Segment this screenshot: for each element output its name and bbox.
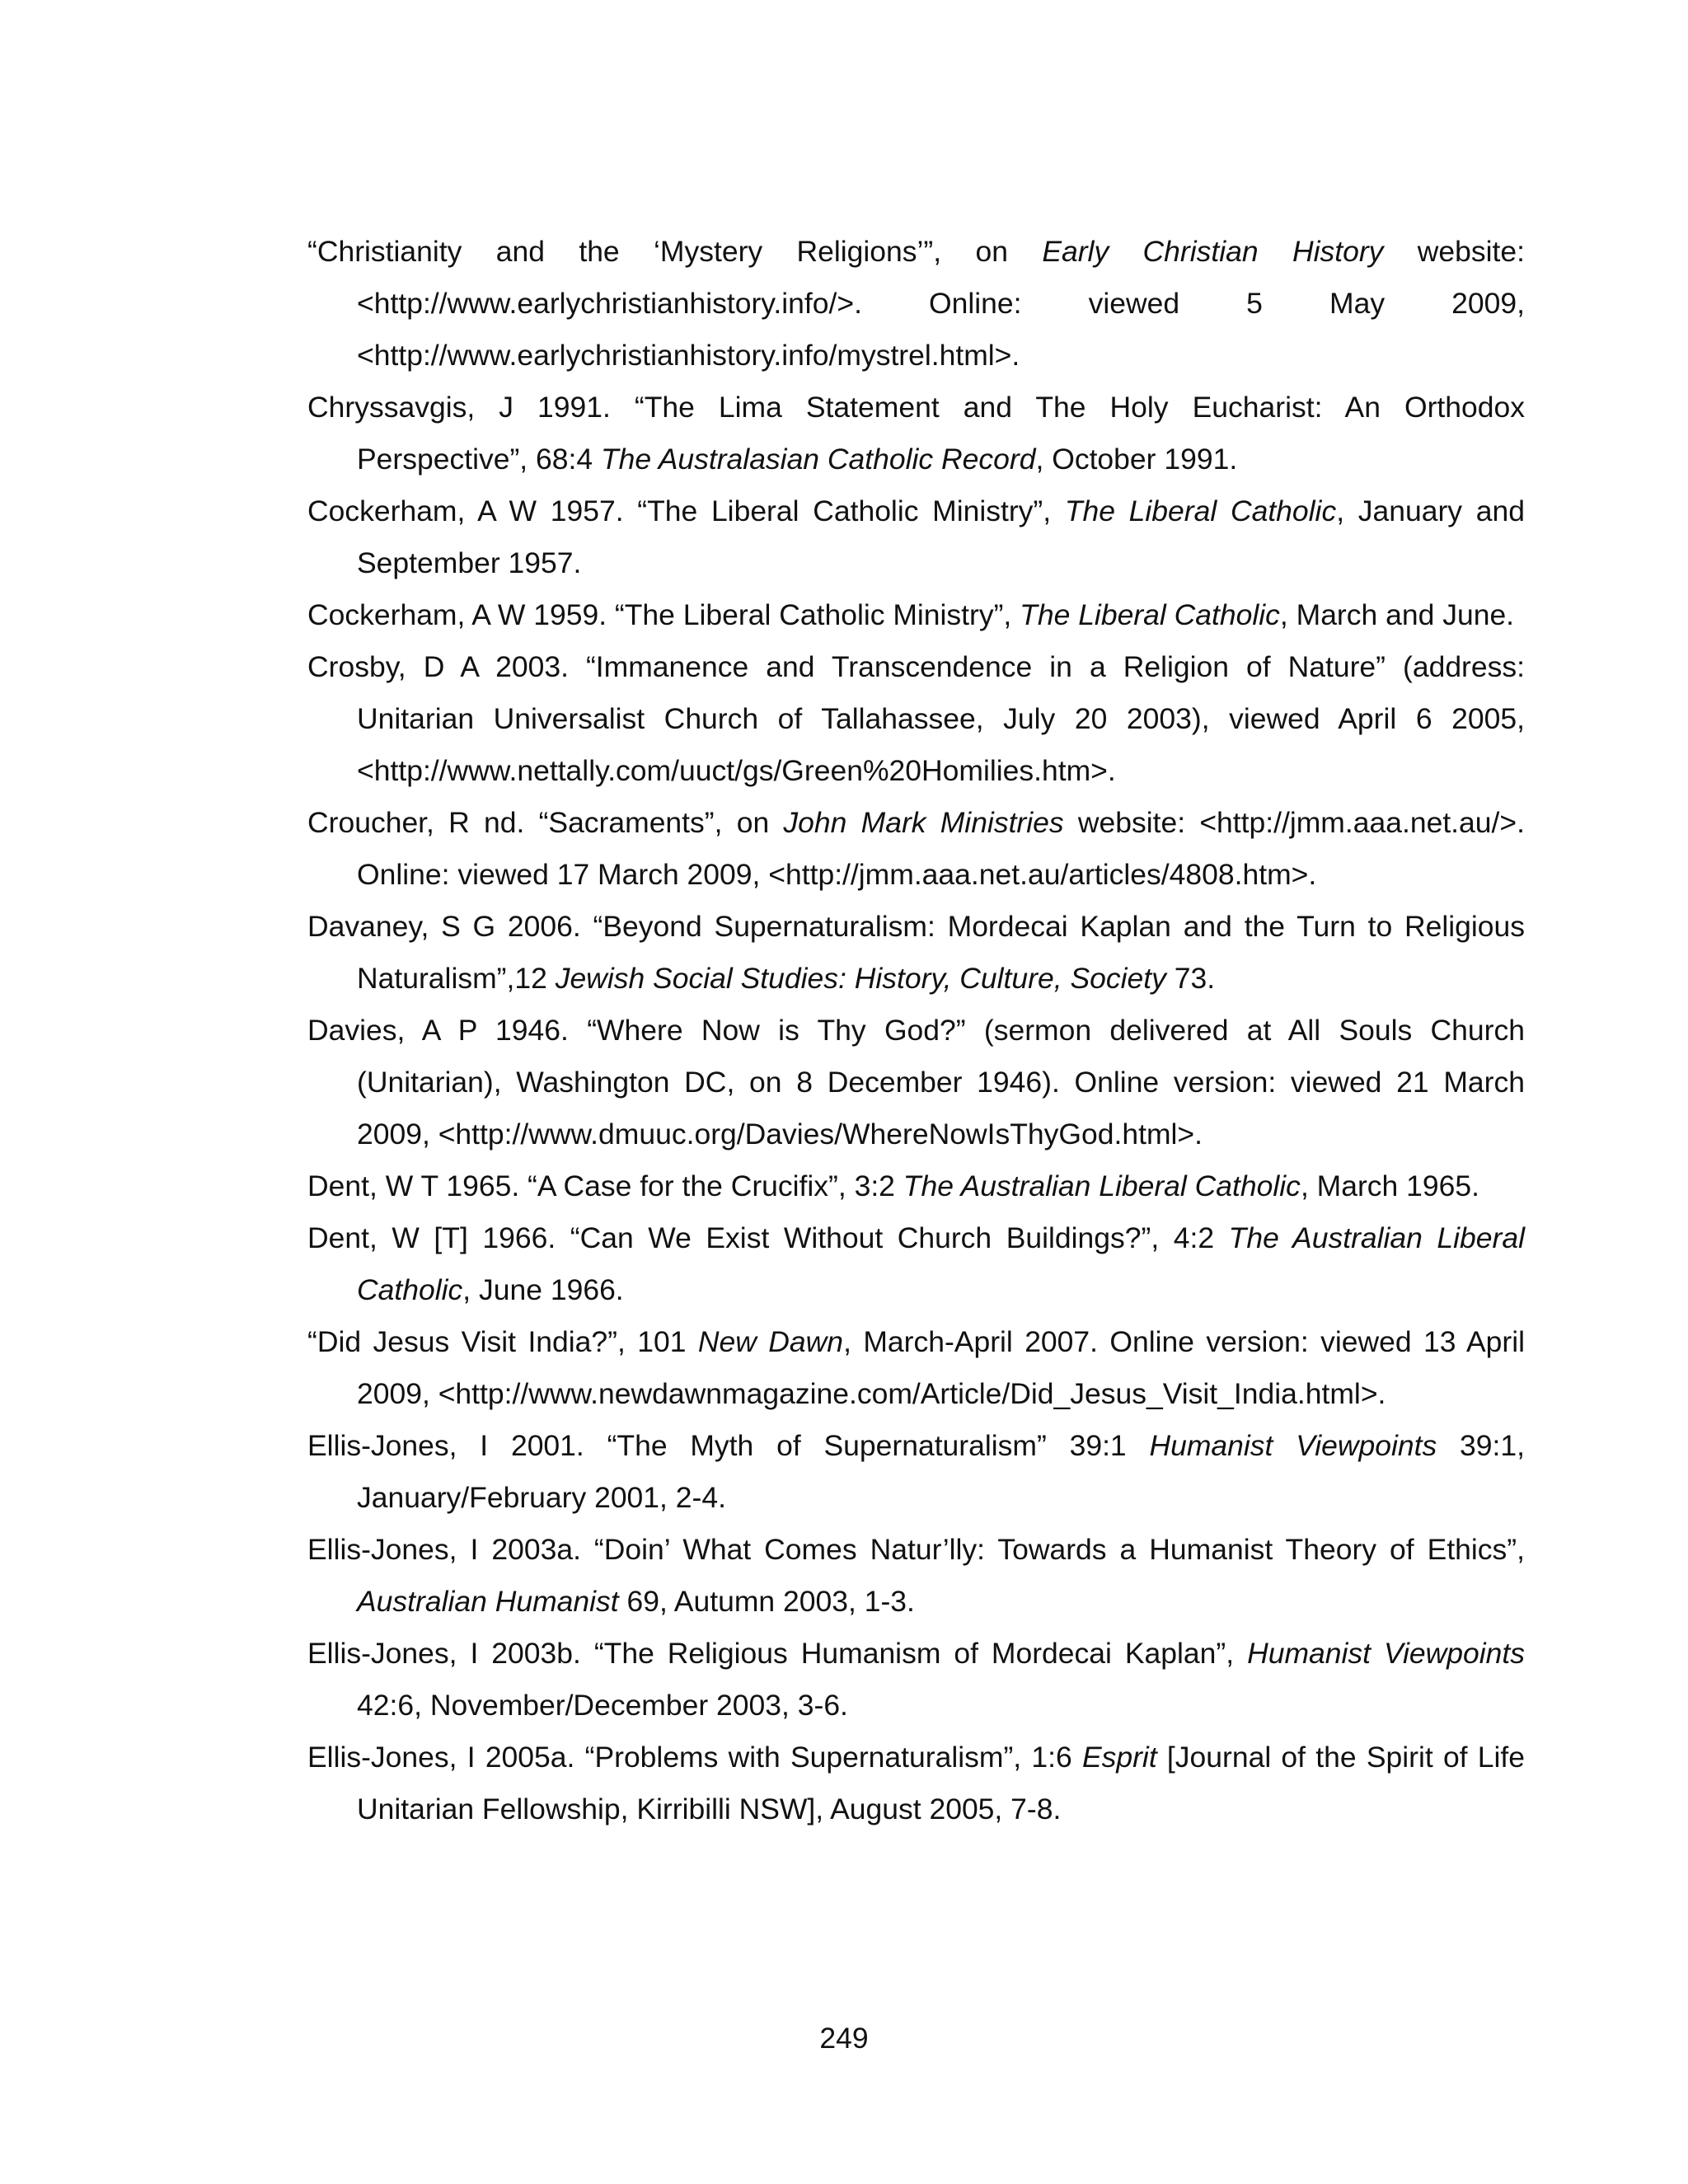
reference-entry: [307, 641, 1525, 797]
reference-text: , January and September 1957.: [357, 494, 1525, 579]
reference-entry: [307, 382, 1525, 485]
reference-text: Cockerham, A W 1959. “The Liberal Catholic Ministry”,: [307, 598, 1020, 631]
reference-text: 42:6, November/December 2003, 3-6.: [357, 1689, 848, 1722]
reference-title-italic: Jewish Social Studies: History, Culture, Society: [555, 962, 1166, 995]
reference-text: Cockerham, A W 1957. “The Liberal Catholic Ministry”,: [307, 494, 1065, 527]
reference-entry: [307, 901, 1525, 1005]
reference-entry: [307, 485, 1525, 589]
reference-title-italic: John Mark Ministries: [783, 806, 1064, 839]
reference-entry: [307, 1420, 1525, 1524]
reference-title-italic: Australian Humanist: [357, 1585, 619, 1618]
reference-text: website: <http://jmm.aaa.net.au/>. Online: viewed 17 March 2009, <http://jmm.aaa.net.au/articles/4808.htm>.: [357, 806, 1525, 891]
reference-text: 69, Autumn 2003, 1-3.: [618, 1585, 915, 1618]
reference-entry: [307, 1732, 1525, 1835]
reference-text: 39:1, January/February 2001, 2-4.: [357, 1429, 1525, 1514]
reference-text: Davies, A P 1946. “Where Now is Thy God?” (sermon delivered at All Souls Church (Unitarian), Washington DC, on 8 December 1946). Online version: viewed 21 March 2009, <http://www.dmuuc.org/Davies/WhereNowIsThyGod.html>.: [307, 1014, 1525, 1151]
reference-text: Chryssavgis, J 1991. “The Lima Statement and The Holy Eucharist: An Orthodox Perspective”, 68:4: [307, 391, 1525, 476]
reference-title-italic: Early Christian History: [1042, 235, 1384, 268]
reference-text: Ellis-Jones, I 2003b. “The Religious Humanism of Mordecai Kaplan”,: [307, 1637, 1248, 1670]
reference-text: 73.: [1165, 962, 1216, 995]
reference-entry: [307, 1524, 1525, 1628]
page-number: 249: [819, 2022, 869, 2055]
reference-text: Dent, W T 1965. “A Case for the Crucifix”, 3:2: [307, 1169, 903, 1202]
reference-title-italic: New Dawn: [697, 1325, 844, 1358]
reference-text: , March-April 2007. Online version: viewed 13 April 2009, <http://www.newdawnmagazine.com/Article/Did_Jesus_Visit_India.html>.: [357, 1325, 1525, 1410]
reference-text: [Journal of the Spirit of Life Unitarian Fellowship, Kirribilli NSW], August 2005, 7-8.: [357, 1741, 1526, 1825]
reference-title-italic: The Australian Liberal Catholic: [903, 1169, 1301, 1202]
reference-title-italic: Esprit: [1081, 1741, 1157, 1774]
reference-text: “Christianity and the ‘Mystery Religions’”, on: [307, 235, 1043, 268]
reference-text: Ellis-Jones, I 2001. “The Myth of Supernaturalism” 39:1: [307, 1429, 1150, 1462]
reference-title-italic: Humanist Viewpoints: [1247, 1637, 1525, 1670]
reference-entry: [307, 1628, 1525, 1732]
reference-text: Crosby, D A 2003. “Immanence and Transcendence in a Religion of Nature” (address: Unitarian Universalist Church of Tallahassee, July 20 2003), viewed April 6 2005, <http://www.nettally.com/uuct/gs/Green%20Homilies.htm>.: [307, 650, 1525, 787]
reference-title-italic: The Liberal Catholic: [1064, 494, 1337, 527]
reference-text: “Did Jesus Visit India?”, 101: [307, 1325, 698, 1358]
reference-title-italic: Humanist Viewpoints: [1149, 1429, 1437, 1462]
reference-text: , June 1966.: [462, 1273, 624, 1306]
reference-entry: [307, 1005, 1525, 1160]
reference-text: , March 1965.: [1300, 1169, 1479, 1202]
reference-entry: [307, 1212, 1525, 1316]
reference-entry: [307, 226, 1525, 382]
reference-text: , March and June.: [1279, 598, 1515, 631]
reference-text: Croucher, R nd. “Sacraments”, on: [307, 806, 784, 839]
reference-text: Ellis-Jones, I 2005a. “Problems with Supernaturalism”, 1:6: [307, 1741, 1082, 1774]
reference-entry: [307, 589, 1525, 641]
reference-list: [307, 226, 1525, 1835]
reference-text: website: <http://www.earlychristianhistory.info/>. Online: viewed 5 May 2009, <http://www.earlychristianhistory.info/mystrel.html>.: [357, 235, 1526, 372]
reference-text: Dent, W [T] 1966. “Can We Exist Without Church Buildings?”, 4:2: [307, 1221, 1229, 1254]
reference-text: , October 1991.: [1035, 443, 1238, 476]
reference-title-italic: The Liberal Catholic: [1020, 598, 1280, 631]
reference-title-italic: The Australian Liberal Catholic: [357, 1221, 1525, 1306]
reference-text: Davaney, S G 2006. “Beyond Supernaturalism: Mordecai Kaplan and the Turn to Religious Naturalism”,12: [307, 910, 1525, 995]
reference-title-italic: The Australasian Catholic Record: [600, 443, 1036, 476]
reference-entry: [307, 1316, 1525, 1420]
reference-entry: [307, 797, 1525, 901]
reference-entry: [307, 1160, 1525, 1212]
reference-text: Ellis-Jones, I 2003a. “Doin’ What Comes Natur’lly: Towards a Humanist Theory of Ethics”,: [307, 1533, 1525, 1566]
